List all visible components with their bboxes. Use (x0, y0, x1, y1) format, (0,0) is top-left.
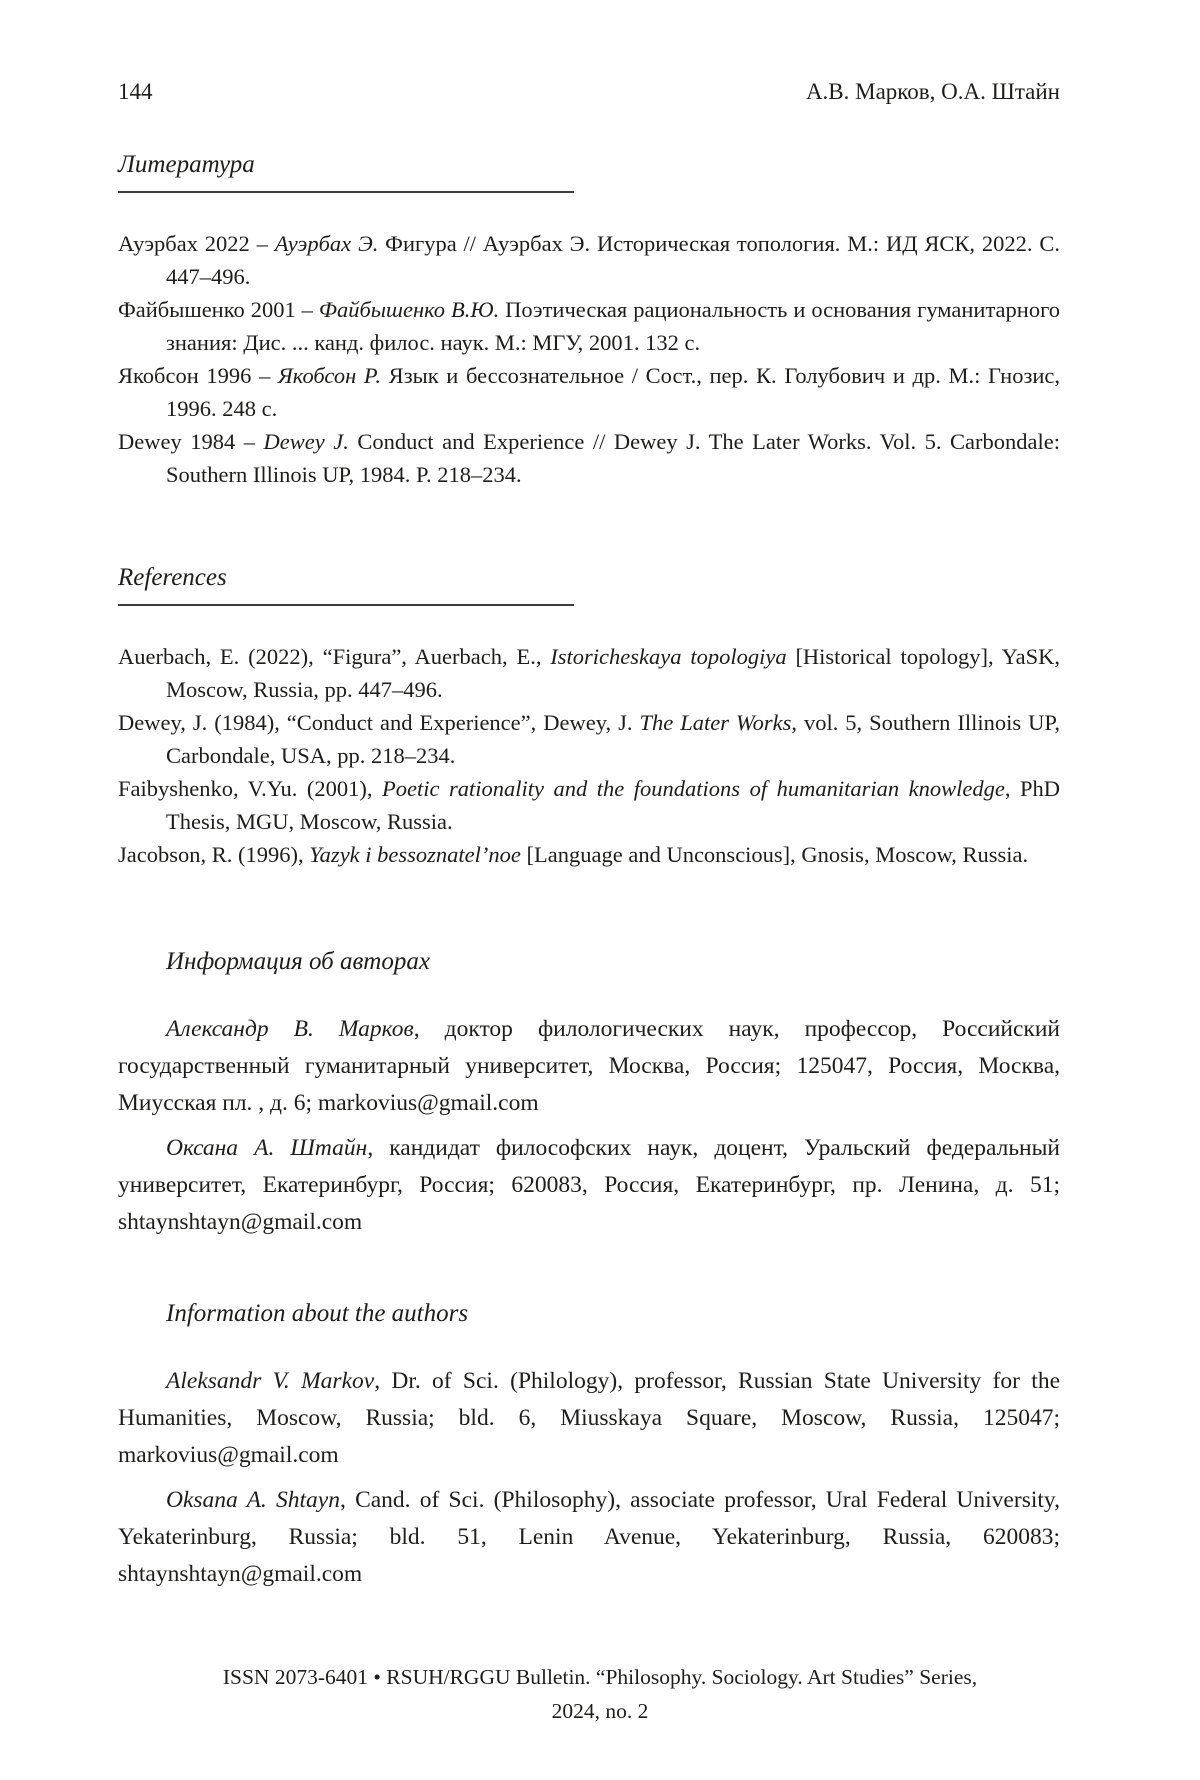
literatura-list (118, 227, 1060, 491)
references-list (118, 640, 1060, 871)
bibliography-entry: Auerbach, E. (2022), “Figura”, Auerbach, E., Istoricheskaya topologiya [Historical topology], YaSK, Moscow, Russia, pp. 447–496. (118, 644, 1060, 702)
bibliography-entry: Dewey, J. (1984), “Conduct and Experience”, Dewey, J. The Later Works, vol. 5, Southern Illinois UP, Carbondale, USA, pp. 218–234. (118, 710, 1061, 768)
author-markov-ru-paragraph: Александр В. Марков, доктор филологических наук, профессор, Российский государственный гуманитарный университет, Москва, Россия; 125047, Россия, Москва, Миусская пл. , д. 6; markovius@gmail.com (118, 1016, 1060, 1116)
author-markov-en-paragraph: Aleksandr V. Markov, Dr. of Sci. (Philology), professor, Russian State University for the Humanities, Moscow, Russia; bld. 6, Miusskaya Square, Moscow, Russia, 125047; markovius@gmail.com (118, 1368, 1060, 1468)
author-shtayn-en-paragraph: Oksana A. Shtayn, Cand. of Sci. (Philosophy), associate professor, Ural Federal University, Yekaterinburg, Russia; bld. 51, Lenin Avenue, Yekaterinburg, Russia, 620083; shtaynshtayn@gmail.com (118, 1487, 1060, 1587)
bibliography-entry: Ауэрбах 2022 – Ауэрбах Э. Фигура // Ауэрбах Э. Историческая топология. М.: ИД ЯСК, 2022. С. 447–496. (118, 231, 1060, 289)
page-header (118, 0, 1060, 106)
bibliography-entry: Dewey 1984 – Dewey J. Conduct and Experience // Dewey J. The Later Works. Vol. 5. Carbondale: Southern Illinois UP, 1984. P. 218–234. (118, 429, 1060, 487)
bibliography-entry: Якобсон 1996 – Якобсон Р. Язык и бессознательное / Сост., пер. К. Голубович и др. М.: Гнозис, 1996. 248 с. (118, 363, 1061, 421)
page-number: 144 (118, 79, 153, 104)
bibliography-entry: Faibyshenko, V.Yu. (2001), Poetic rationality and the foundations of humanitarian knowledge, PhD Thesis, MGU, Moscow, Russia. (118, 776, 1061, 834)
footer-line-2: 2024, no. 2 (551, 1699, 649, 1723)
page-footer (0, 1660, 1200, 1728)
footer-line-1: ISSN 2073-6401 • RSUH/RGGU Bulletin. “Philosophy. Sociology. Art Studies” Series, (222, 1665, 978, 1689)
references-heading: References (118, 563, 574, 606)
authors-info-en-heading: Information about the authors (166, 1300, 469, 1327)
bibliography-entry: Jacobson, R. (1996), Yazyk i bessoznatel’noe [Language and Unconscious], Gnosis, Moscow, Russia. (118, 842, 1029, 867)
literatura-heading: Литература (118, 150, 574, 193)
authors-info-ru-heading: Информация об авторах (166, 948, 430, 975)
running-title: А.В. Марков, О.А. Штайн (805, 79, 1060, 104)
author-shtayn-ru-paragraph: Оксана А. Штайн, кандидат философских наук, доцент, Уральский федеральный университет, Екатеринбург, Россия; 620083, Россия, Екатеринбург, пр. Ленина, д. 51; shtaynshtayn@gmail.com (118, 1135, 1060, 1235)
bibliography-entry: Файбышенко 2001 – Файбышенко В.Ю. Поэтическая рациональность и основания гуманитарного знания: Дис. ... канд. филос. наук. М.: МГУ, 2001. 132 с. (118, 297, 1060, 355)
